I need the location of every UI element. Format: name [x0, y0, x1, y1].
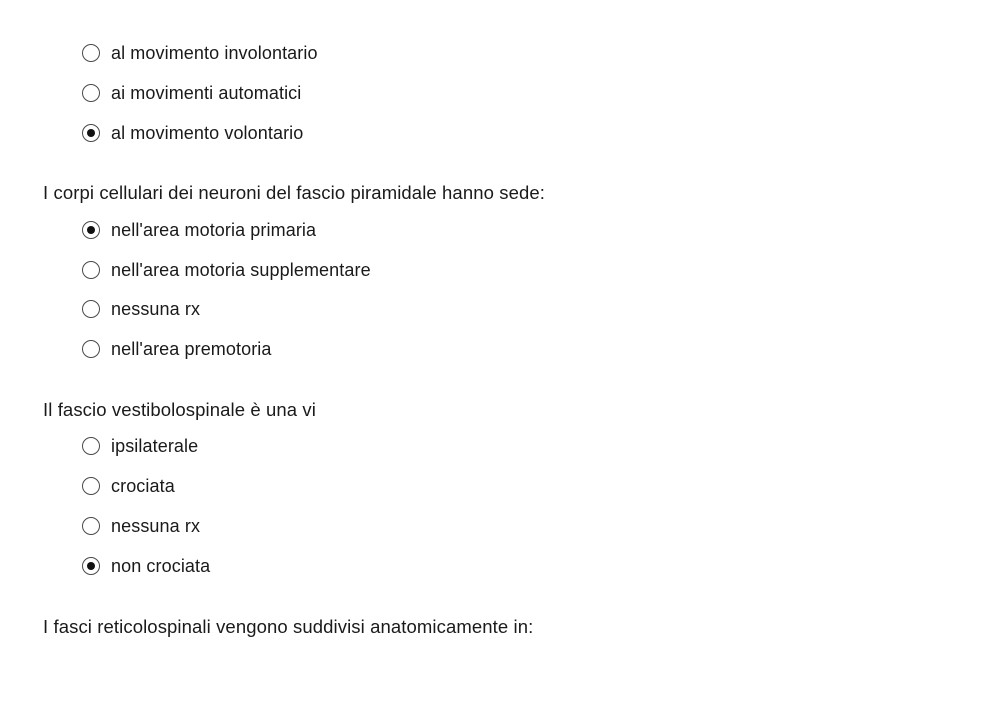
radio-button[interactable] [82, 261, 100, 279]
radio-button-selected[interactable] [82, 221, 100, 239]
radio-option[interactable] [82, 555, 210, 577]
radio-button[interactable] [82, 300, 100, 318]
radio-button[interactable] [82, 44, 100, 62]
question-text: Il fascio vestibolospinale è una vi [43, 399, 316, 420]
question-text: I corpi cellulari dei neuroni del fascio piramidale hanno sede: [43, 182, 545, 203]
option-label: ai movimenti automatici [111, 83, 302, 103]
radio-option[interactable] [82, 515, 200, 537]
option-label: nell'area motoria primaria [111, 220, 317, 240]
radio-option[interactable] [82, 122, 303, 144]
radio-button[interactable] [82, 437, 100, 455]
radio-option[interactable] [82, 338, 272, 360]
question-text: I fasci reticolospinali vengono suddivisi anatomicamente in: [43, 616, 534, 637]
radio-button[interactable] [82, 477, 100, 495]
radio-button-selected[interactable] [82, 124, 100, 142]
radio-option[interactable] [82, 82, 301, 104]
radio-option[interactable] [82, 475, 175, 497]
radio-button-selected[interactable] [82, 557, 100, 575]
option-label: nessuna rx [111, 299, 201, 319]
option-label: nell'area motoria supplementare [111, 260, 371, 280]
option-label: al movimento volontario [111, 123, 304, 143]
option-label: nessuna rx [111, 516, 201, 536]
radio-option[interactable] [82, 42, 318, 64]
option-label: non crociata [111, 556, 211, 576]
radio-option[interactable] [82, 259, 371, 281]
option-label: nell'area premotoria [111, 339, 272, 359]
option-label: crociata [111, 476, 175, 496]
radio-button[interactable] [82, 517, 100, 535]
option-label: al movimento involontario [111, 43, 318, 63]
radio-button[interactable] [82, 340, 100, 358]
radio-option[interactable] [82, 219, 316, 241]
radio-button[interactable] [82, 84, 100, 102]
radio-option[interactable] [82, 435, 198, 457]
radio-option[interactable] [82, 298, 200, 320]
option-label: ipsilaterale [111, 436, 199, 456]
